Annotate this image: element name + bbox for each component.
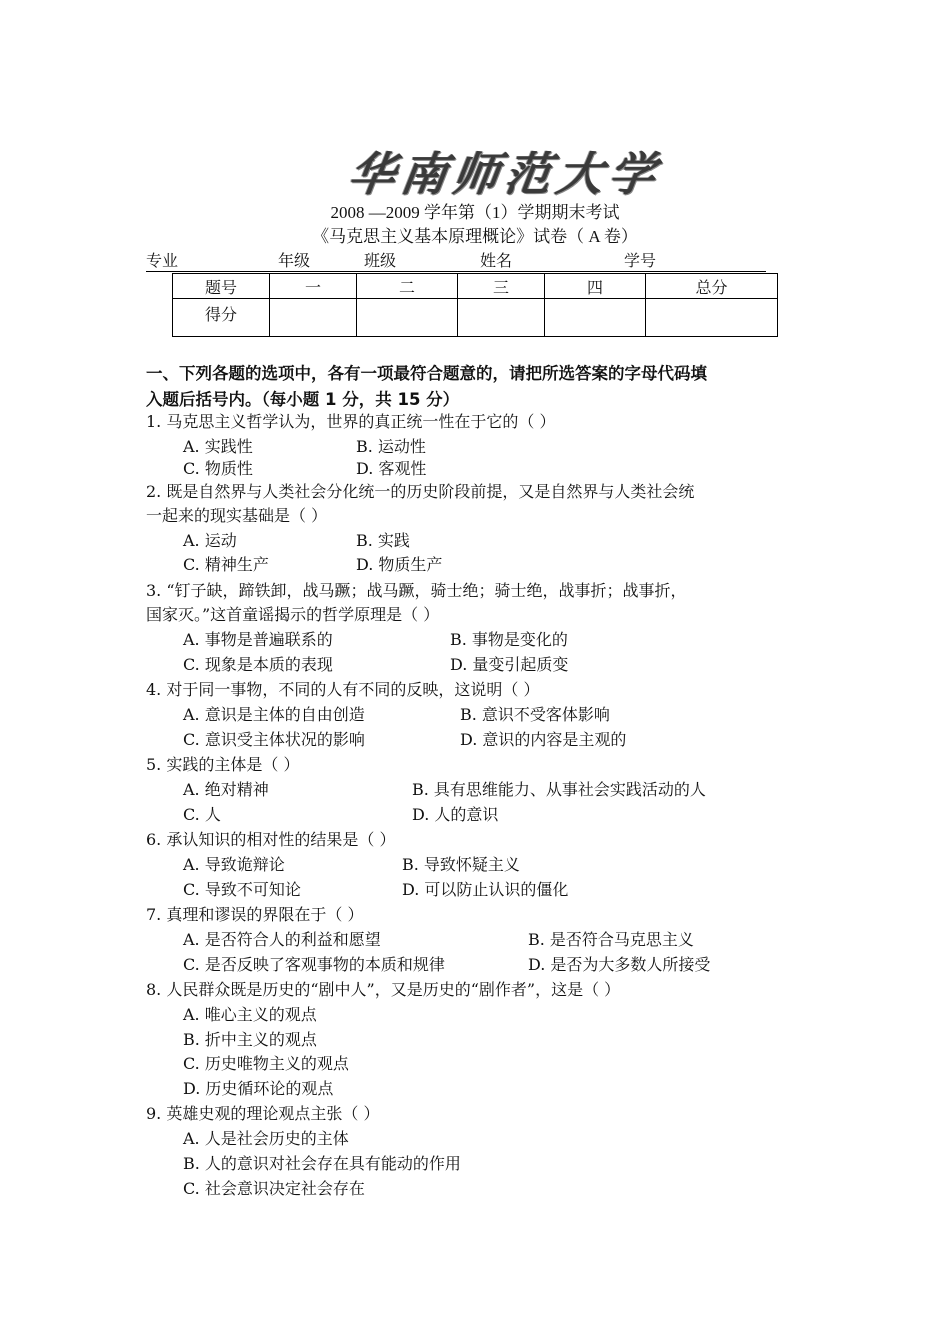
question-5-option-c: C. 人 (183, 805, 221, 824)
question-3-stem: 3. “钉子缺，蹄铁卸，战马蹶；战马蹶，骑士绝；骑士绝，战事折；战事折， (146, 581, 687, 600)
score-header-q4: 四 (545, 274, 646, 299)
question-6-stem: 6. 承认知识的相对性的结果是（ ） (146, 830, 396, 849)
score-cell (270, 299, 357, 337)
question-1-option-c: C. 物质性 (183, 459, 253, 478)
question-3-option-c: C. 现象是本质的表现 (183, 655, 333, 674)
score-row-label: 得分 (173, 299, 270, 337)
question-1-stem: 1. 马克思主义哲学认为，世界的真正统一性在于它的（ ） (146, 412, 556, 431)
question-8-stem: 8. 人民群众既是历史的“剧中人”，又是历史的“剧作者”，这是（ ） (146, 980, 621, 999)
section-1-heading-line: 入题后括号内。（每小题 1 分，共 15 分） (146, 390, 460, 409)
question-2-stem: 2. 既是自然界与人类社会分化统一的历史阶段前提，又是自然界与人类社会统 (146, 482, 695, 501)
question-6-option-b: B. 导致怀疑主义 (402, 855, 520, 874)
question-9-option-c: C. 社会意识决定社会存在 (183, 1179, 365, 1198)
student-info-line (146, 251, 766, 272)
question-7-stem: 7. 真理和谬误的界限在于（ ） (146, 905, 364, 924)
question-4-option-b: B. 意识不受客体影响 (460, 705, 610, 724)
question-1-option-a: A. 实践性 (183, 437, 253, 456)
question-5-option-a: A. 绝对精神 (183, 780, 269, 799)
question-6-option-d: D. 可以防止认识的僵化 (402, 880, 569, 899)
question-4-stem: 4. 对于同一事物，不同的人有不同的反映，这说明（ ） (146, 680, 540, 699)
question-6-option-c: C. 导致不可知论 (183, 880, 301, 899)
university-logo: 华南师范大学 (345, 147, 665, 201)
score-header-label: 题号 (173, 274, 270, 299)
question-5-option-d: D. 人的意识 (412, 805, 499, 824)
question-9-option-a: A. 人是社会历史的主体 (183, 1129, 349, 1148)
question-2-option-d: D. 物质生产 (356, 555, 443, 574)
question-3-option-d: D. 量变引起质变 (450, 655, 569, 674)
question-9-stem: 9. 英雄史观的理论观点主张（ ） (146, 1104, 380, 1123)
score-table (172, 273, 778, 337)
question-1-option-b: B. 运动性 (356, 437, 426, 456)
question-7-option-c: C. 是否反映了客观事物的本质和规律 (183, 955, 445, 974)
score-cell (646, 299, 778, 337)
question-4-option-d: D. 意识的内容是主观的 (460, 730, 627, 749)
question-8-option-b: B. 折中主义的观点 (183, 1030, 317, 1049)
exam-title: 2008 —2009 学年第（1）学期期末考试 (330, 203, 620, 222)
field-student-id: 学号 (624, 251, 657, 270)
field-class: 班级 (364, 251, 397, 270)
question-8-option-c: C. 历史唯物主义的观点 (183, 1054, 349, 1073)
score-header-q2: 二 (357, 274, 458, 299)
section-1-heading (146, 361, 816, 413)
score-header-q1: 一 (270, 274, 357, 299)
question-2-option-a: A. 运动 (183, 531, 237, 550)
question-3-option-b: B. 事物是变化的 (450, 630, 568, 649)
paper-title: 《马克思主义基本原理概论》试卷（ A 卷） (312, 227, 638, 246)
question-8-option-d: D. 历史循环论的观点 (183, 1079, 334, 1098)
score-cell (545, 299, 646, 337)
question-1-option-d: D. 客观性 (356, 459, 427, 478)
score-header-q3: 三 (458, 274, 545, 299)
section-1-heading-line: 一、下列各题的选项中，各有一项最符合题意的，请把所选答案的字母代码填 (146, 364, 707, 383)
field-major: 专业 (146, 251, 179, 270)
question-4-option-c: C. 意识受主体状况的影响 (183, 730, 365, 749)
question-9-option-b: B. 人的意识对社会存在具有能动的作用 (183, 1154, 461, 1173)
question-7-option-d: D. 是否为大多数人所接受 (528, 955, 711, 974)
field-name: 姓名 (480, 251, 513, 270)
question-2-option-b: B. 实践 (356, 531, 410, 550)
question-8-option-a: A. 唯心主义的观点 (183, 1005, 317, 1024)
score-cell (357, 299, 458, 337)
question-5-option-b: B. 具有思维能力、从事社会实践活动的人 (412, 780, 706, 799)
question-2-stem-cont: 一起来的现实基础是（ ） (146, 506, 328, 525)
question-3-stem-cont: 国家灭。”这首童谣揭示的哲学原理是（ ） (146, 605, 440, 624)
question-7-option-b: B. 是否符合马克思主义 (528, 930, 694, 949)
question-5-stem: 5. 实践的主体是（ ） (146, 755, 300, 774)
question-6-option-a: A. 导致诡辩论 (183, 855, 285, 874)
question-7-option-a: A. 是否符合人的利益和愿望 (183, 930, 381, 949)
question-3-option-a: A. 事物是普遍联系的 (183, 630, 333, 649)
question-4-option-a: A. 意识是主体的自由创造 (183, 705, 365, 724)
score-header-total: 总分 (646, 274, 778, 299)
field-grade: 年级 (278, 251, 311, 270)
question-2-option-c: C. 精神生产 (183, 555, 269, 574)
score-cell (458, 299, 545, 337)
